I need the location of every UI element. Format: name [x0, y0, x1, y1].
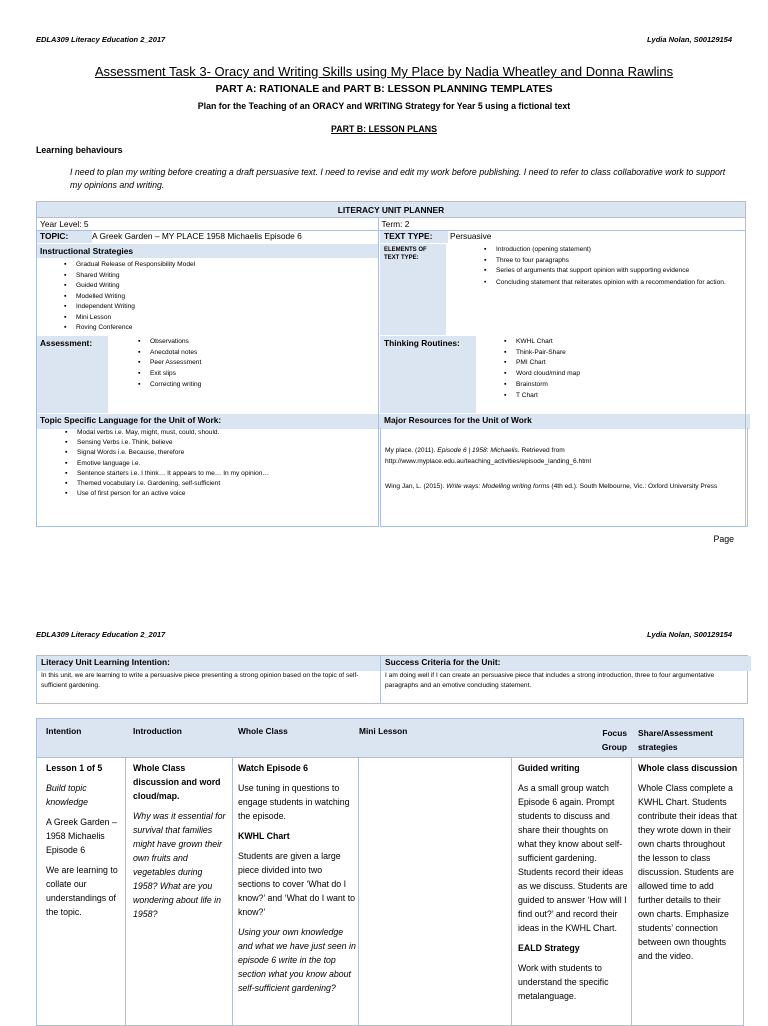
term: Term: 2 — [378, 218, 746, 231]
list-item: ▪ PMI Chart — [498, 358, 746, 369]
guided-writing-heading: Guided writing — [518, 763, 580, 773]
whole-class-tuning-in: Use tuning in questions to engage students in watching the episode. — [238, 783, 350, 821]
lesson-share-cell — [638, 761, 738, 969]
list-item: • Concluding statement that reiterates opinion with a recommendation for action. — [478, 278, 746, 289]
success-criteria-text: I am doing well if I can create an persuasive piece that includes a strong introduction, three to four argumentative paragraphs and an emotive concluding statement. — [385, 672, 715, 689]
thinking-list — [478, 336, 746, 401]
part-b-heading: PART B: LESSON PLANS — [331, 124, 437, 134]
list-item: ▪ Correcting writing — [132, 380, 378, 391]
list-item: ▪ Roving Conference — [58, 323, 378, 334]
instructional-list — [36, 258, 378, 334]
learning-intention-label: Literacy Unit Learning Intention: — [37, 656, 388, 671]
list-item: ▪ Peer Assessment — [132, 358, 378, 369]
planner-title: LITERACY UNIT PLANNER — [37, 202, 746, 218]
kwhl-instruction: Using your own knowledge and what we have just seen in episode 6 write in the top section what you know about self-sufficient gardening? — [238, 927, 356, 993]
list-item: ▪ Sentence starters i.e. I think… It appears to me… In my opinion… — [59, 469, 379, 479]
language-label: Topic Specific Language for the Unit of Work: — [36, 414, 382, 429]
planner-table — [36, 201, 746, 231]
list-item: ▪ Three to four paragraphs — [478, 256, 746, 267]
literacy-unit-planner — [36, 201, 746, 231]
header-share-assessment: Share/Assessment strategies — [638, 728, 713, 752]
instructional-label: Instructional Strategies — [36, 244, 378, 258]
unit-intention-table — [36, 655, 748, 704]
list-item: ▪ Exit slips — [132, 369, 378, 380]
text-type-label: TEXT TYPE: — [380, 231, 448, 243]
learning-behaviours-heading: Learning behaviours — [36, 145, 123, 155]
list-item: ▪ Modelled Writing — [58, 292, 378, 303]
list-item: ▪ Observations — [132, 337, 378, 348]
list-item: ▪ Use of first person for an active voice — [59, 489, 379, 499]
share-text: Whole Class complete a KWHL Chart. Students contribute their ideas that they wrote down in their own charts throughout the lesson to class discussion. Students are allowed time to add further details to their own charts. Emphasize students’ connection between own thoughts and the video. — [638, 783, 737, 961]
list-item: ▪ Modal verbs i.e. May, might, must, could, should. — [59, 428, 379, 438]
document-header-right: Lydia Nolan, S00129154 — [646, 35, 732, 44]
topic-value: A Greek Garden – MY PLACE 1958 Michaelis Episode 6 — [92, 231, 302, 241]
list-item: ▪ KWHL Chart — [498, 337, 746, 348]
lesson-focus: Build topic knowledge — [46, 783, 89, 807]
list-item: ▪ Sensing Verbs i.e. Think, believe — [59, 438, 379, 448]
lesson-learning-statement: We are learning to collate our understandings of the topic. — [46, 865, 118, 917]
header-intention: Intention — [46, 726, 82, 736]
assessment-label-cell — [36, 336, 108, 413]
success-criteria-label: Success Criteria for the Unit: — [381, 656, 751, 671]
list-item: ▪ Themed vocabulary i.e. Gardening, self-sufficient — [59, 479, 379, 489]
lesson-episode: A Greek Garden – 1958 Michaelis Episode 6 — [46, 817, 117, 855]
list-item: ▪ Brainstorm — [498, 380, 746, 391]
lesson-number: Lesson 1 of 5 — [46, 763, 103, 773]
eald-text: Work with students to understand the specific metalanguage. — [518, 963, 609, 1001]
lesson-whole-class-cell — [238, 761, 356, 1001]
elements-label-cell — [380, 244, 446, 335]
instructional-strategies-block — [36, 244, 378, 335]
assessment-list-cell — [110, 336, 378, 413]
list-item: ▪ Shared Writing — [58, 271, 378, 282]
whole-class-heading: Watch Episode 6 — [238, 763, 309, 773]
learning-intention-text: In this unit, we are learning to write a persuasive piece presenting a strong opinion based on the topic of self-sufficient gardening. — [41, 672, 359, 689]
kwhl-description: Students are given a large piece divided into two sections to cover ‘What do I know?’ and ‘What do I want to know?’ — [238, 851, 356, 917]
lesson-focus-group-cell — [518, 761, 628, 1009]
topic-label: TOPIC: — [36, 231, 92, 243]
language-list-cell — [36, 428, 379, 527]
header-focus-group: Focus Group — [601, 728, 627, 752]
elements-list-cell — [448, 244, 746, 335]
header-whole-class: Whole Class — [238, 726, 288, 736]
thinking-list-cell — [478, 336, 746, 413]
thinking-label: Thinking Routines: — [384, 338, 460, 348]
list-item: ▪ T Chart — [498, 391, 746, 402]
list-item: ▪ Signal Words i.e. Because, therefore — [59, 448, 379, 458]
plan-subheading: Plan for the Teaching of an ORACY and WRITING Strategy for Year 5 using a fictional text — [197, 101, 571, 111]
page-label: Page — [713, 534, 734, 544]
thinking-label-cell — [380, 336, 476, 413]
list-item: ▪ Mini Lesson — [58, 313, 378, 324]
list-item: ▪ Think-Pair-Share — [498, 348, 746, 359]
introduction-heading: Whole Class discussion and word cloud/map. — [133, 763, 221, 801]
header-mini-lesson: Mini Lesson — [359, 726, 408, 736]
resources-cell — [380, 428, 748, 527]
elements-label: ELEMENTS OF TEXT TYPE: — [384, 247, 427, 261]
list-item: ▪ Word cloud/mind map — [498, 369, 746, 380]
elements-list-conclusion — [448, 277, 746, 289]
document-header-left-p2: EDLA309 Literacy Education 2_2017 — [36, 630, 166, 639]
language-list — [37, 428, 379, 499]
header-introduction: Introduction — [133, 726, 182, 736]
lesson-introduction-cell — [133, 761, 229, 927]
resource-writeways: Wing Jan, L. (2015). Write ways: Modelling writing forms (4th ed.). South Melbourne, Vic.: Oxford University Press — [385, 483, 718, 490]
part-heading: PART A: RATIONALE and PART B: LESSON PLANNING TEMPLATES — [215, 84, 553, 95]
guided-writing-text: As a small group watch Episode 6 again. Prompt students to discuss and share their thoughts on what they know about self-sufficient gardening. Students record their ideas as we discuss. Students are guided to answer ‘How will I find out?’ and record their ideas in the KWHL Chart. — [518, 783, 628, 933]
document-header-left: EDLA309 Literacy Education 2_2017 — [36, 35, 166, 44]
list-item: ▪ Independent Writing — [58, 302, 378, 313]
elements-list — [448, 244, 746, 277]
list-item: ▪ Introduction (opening statement) — [478, 245, 746, 256]
assessment-list — [110, 336, 378, 391]
list-item: ▪ Emotive language i.e. — [59, 459, 379, 469]
learning-behaviours-text: I need to plan my writing before creating a draft persuasive text. I need to revise and edit my work before publishing. I need to refer to class collaborative work to support my opinions and writing. — [70, 167, 726, 190]
eald-heading: EALD Strategy — [518, 943, 580, 953]
resource-myplace: My place. (2011). Episode 6 | 1958: Michaelis. Retrieved from http://www.myplace.edu.au/teaching_activities/episode_landing_6.html — [385, 447, 591, 465]
list-item: ▪ Gradual Release of Responsibility Model — [58, 260, 378, 271]
year-level: Year Level: 5 — [37, 218, 379, 231]
list-item: ▪ Guided Writing — [58, 281, 378, 292]
lesson-plan-table — [36, 718, 744, 1026]
list-item: ▪ Anecdotal notes — [132, 348, 378, 359]
introduction-questions: Why was it essential for survival that families might have grown their own fruits and vegetables during 1958? What are you wondering about life in 1958? — [133, 811, 226, 919]
assessment-label: Assessment: — [40, 338, 93, 348]
share-heading: Whole class discussion — [638, 763, 738, 773]
text-type-value: Persuasive — [450, 231, 492, 241]
lesson-intention-cell — [46, 761, 122, 925]
list-item: ▪ Series of arguments that support opinion with supporting evidence — [478, 266, 746, 277]
document-title: Assessment Task 3- Oracy and Writing Skills using My Place by Nadia Wheatley and Donna Rawlins — [94, 64, 674, 79]
document-header-right-p2: Lydia Nolan, S00129154 — [646, 630, 732, 639]
resources-label: Major Resources for the Unit of Work — [380, 414, 750, 429]
kwhl-heading: KWHL Chart — [238, 831, 290, 841]
